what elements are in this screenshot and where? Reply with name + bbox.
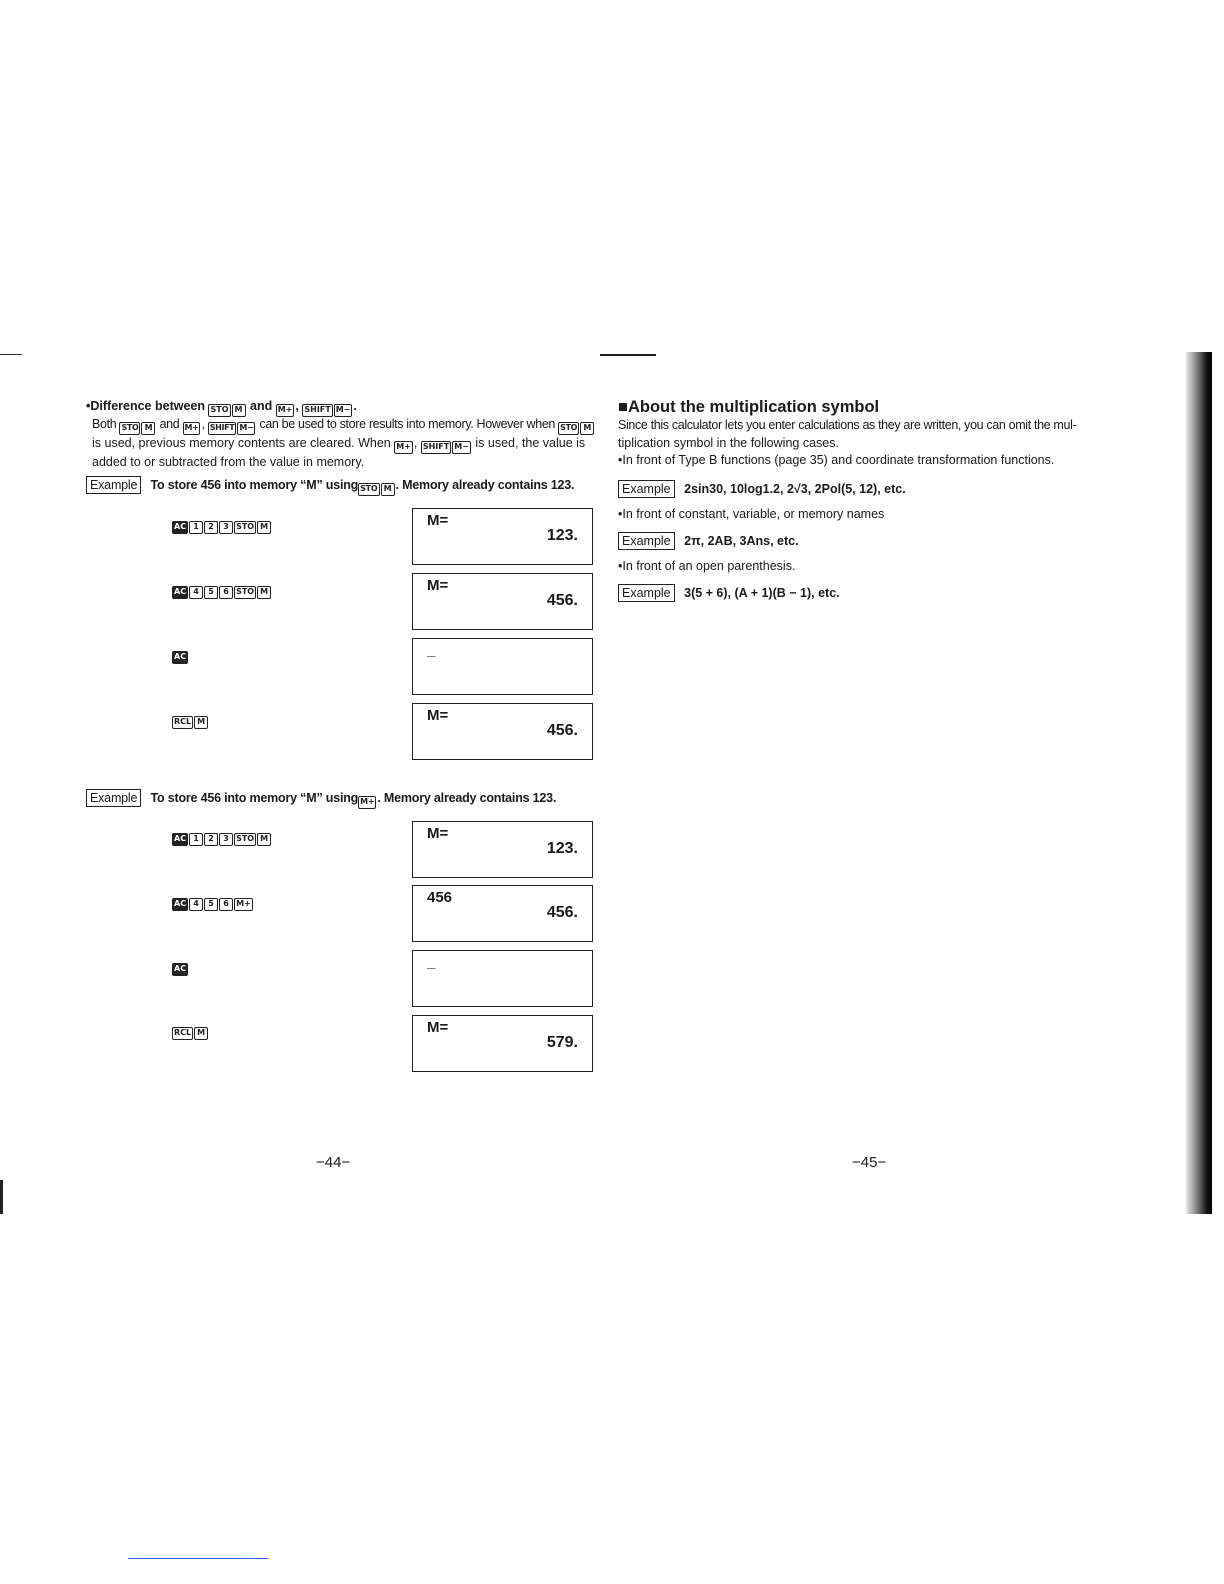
m-key-icon: M <box>257 833 271 846</box>
para-line-2: tiplication symbol in the following cases. <box>618 435 839 450</box>
sto-key-icon: STO <box>358 483 379 496</box>
four-key-icon: 4 <box>189 898 203 911</box>
m-key-icon: M <box>381 483 395 496</box>
display-value: 123. <box>546 840 578 857</box>
m-key-icon: M <box>257 521 271 534</box>
right-example3 <box>618 584 840 603</box>
multiplication-heading: ■About the multiplication symbol <box>618 398 880 416</box>
m-minus-key-icon: M− <box>452 441 471 454</box>
ac-key-icon: AC <box>172 586 188 599</box>
one-key-icon: 1 <box>189 521 203 534</box>
ac-key-icon: AC <box>172 898 188 911</box>
example-badge: Example <box>618 584 675 602</box>
four-key-icon: 4 <box>189 586 203 599</box>
m-plus-key-icon: M+ <box>183 422 201 435</box>
six-key-icon: 6 <box>219 586 233 599</box>
five-key-icon: 5 <box>204 586 218 599</box>
m-key-icon: M <box>232 404 246 417</box>
sto-key-icon: STO <box>558 422 579 435</box>
example2-expressions: 2π, 2AB, 3Ans, etc. <box>684 534 799 548</box>
multiplication-paragraph <box>618 417 1138 470</box>
display-indicator: M= <box>427 707 449 724</box>
shift-key-icon: SHIFT <box>302 404 332 417</box>
m-key-icon: M <box>141 422 155 435</box>
m-plus-key-icon: M+ <box>394 441 413 454</box>
para-comma: , <box>201 417 205 431</box>
m-key-icon: M <box>580 422 594 435</box>
two-key-icon: 2 <box>204 833 218 846</box>
one-key-icon: 1 <box>189 833 203 846</box>
para-line2-text: is used, previous memory contents are cleared. When <box>92 436 391 450</box>
m-minus-key-icon: M− <box>334 404 353 417</box>
display-value: 123. <box>546 527 578 544</box>
example1-expressions: 2sin30, 10log1.2, 2√3, 2Pol(5, 12), etc. <box>684 482 906 496</box>
sto-key-icon: STO <box>234 833 256 846</box>
m-minus-key-icon: M− <box>237 422 255 435</box>
heading-comma: , <box>295 399 299 413</box>
display-value: 456. <box>546 592 578 609</box>
display-indicator: M= <box>427 1019 449 1036</box>
six-key-icon: 6 <box>219 898 233 911</box>
sto-key-icon: STO <box>208 404 230 417</box>
example-badge: Example <box>618 480 675 498</box>
right-example1 <box>618 480 906 499</box>
sto-key-icon: STO <box>234 521 256 534</box>
para-can-store: can be used to store results into memory. However when <box>259 417 556 431</box>
example2-text-after: . Memory already contains 123. <box>377 791 557 805</box>
two-key-icon: 2 <box>204 521 218 534</box>
display-entry: 456 <box>427 889 453 906</box>
ac-key-icon: AC <box>172 651 188 664</box>
display-value: 579. <box>546 1034 578 1051</box>
display-indicator: M= <box>427 512 449 529</box>
display-indicator: M= <box>427 825 449 842</box>
m-key-icon: M <box>194 716 208 729</box>
example-badge: Example <box>86 789 141 807</box>
display-value: 456. <box>546 722 578 739</box>
shift-key-icon: SHIFT <box>208 422 237 435</box>
rcl-key-icon: RCL <box>172 1027 193 1040</box>
example-badge: Example <box>618 532 675 550</box>
three-key-icon: 3 <box>219 833 233 846</box>
ac-key-icon: AC <box>172 833 188 846</box>
right-example2 <box>618 532 799 551</box>
m-plus-key-icon: M+ <box>276 404 295 417</box>
five-key-icon: 5 <box>204 898 218 911</box>
display-cursor: _ <box>427 642 436 659</box>
example1-text-before: To store 456 into memory “M” using <box>150 478 359 492</box>
bullet-parenthesis: •In front of an open parenthesis. <box>618 559 796 573</box>
page-number-right: −45− <box>852 1154 887 1171</box>
para-line-3: added to or subtracted from the value in memory. <box>92 455 365 469</box>
heading-and: and <box>250 399 273 413</box>
m-key-icon: M <box>257 586 271 599</box>
para-both: Both <box>92 417 117 431</box>
example-badge: Example <box>86 476 141 494</box>
three-key-icon: 3 <box>219 521 233 534</box>
heading-end: . <box>353 399 357 413</box>
para-and: and <box>159 417 180 431</box>
page-number-left: −44− <box>316 1154 351 1171</box>
example1-text-after: . Memory already contains 123. <box>395 478 575 492</box>
bullet-constant: •In front of constant, variable, or memory names <box>618 507 885 521</box>
bullet-type-b: •In front of Type B functions (page 35) and coordinate transformation functions. <box>618 453 1055 467</box>
example3-expressions: 3(5 + 6), (A + 1)(B − 1), etc. <box>684 586 840 600</box>
para-line2-end: is used, the value is <box>475 436 586 450</box>
m-key-icon: M <box>194 1027 208 1040</box>
rcl-key-icon: RCL <box>172 716 193 729</box>
para-line-1: Since this calculator lets you enter calculations as they are written, you can omit the mul- <box>618 418 1077 432</box>
m-plus-key-icon: M+ <box>234 898 253 911</box>
ac-key-icon: AC <box>172 521 188 534</box>
m-plus-key-icon: M+ <box>358 796 376 809</box>
sto-key-icon: STO <box>234 586 256 599</box>
heading-text: •Difference between <box>86 399 205 413</box>
ac-key-icon: AC <box>172 963 188 976</box>
display-cursor: _ <box>427 954 436 971</box>
display-indicator: M= <box>427 577 449 594</box>
display-value: 456. <box>546 904 578 921</box>
para-comma: , <box>413 436 418 450</box>
shift-key-icon: SHIFT <box>421 441 451 454</box>
example2-text-before: To store 456 into memory “M” using <box>150 791 359 805</box>
sto-key-icon: STO <box>119 422 140 435</box>
